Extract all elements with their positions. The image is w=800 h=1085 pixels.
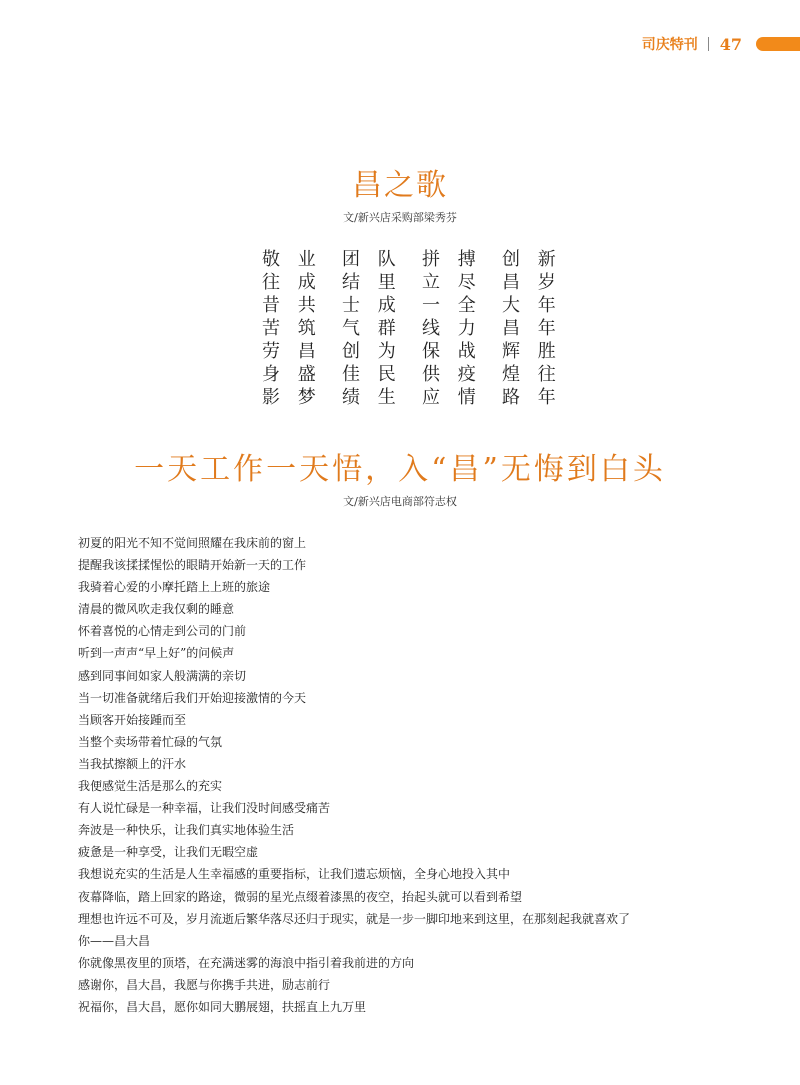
poem-cell: 创 新 bbox=[502, 248, 562, 270]
poem-cell: 佳 民 bbox=[342, 363, 402, 385]
article2-title: 一天工作一天悟，入“昌”无悔到白头 bbox=[134, 452, 666, 487]
poem-row bbox=[262, 338, 562, 361]
poem-cell: 士 成 bbox=[342, 294, 402, 316]
poem-cell: 应 情 bbox=[422, 386, 482, 408]
poem-cell: 绩 生 bbox=[342, 386, 402, 408]
poem-cell: 拼 搏 bbox=[422, 248, 482, 270]
body-line: 我想说充实的生活是人生幸福感的重要指标，让我们遗忘烦恼，全身心地投入其中 bbox=[78, 867, 511, 882]
section-title: 司庆特刊 bbox=[641, 37, 698, 53]
poem-cell: 供 疫 bbox=[422, 363, 482, 385]
body-line: 我骑着心爱的小摩托踏上上班的旅途 bbox=[78, 580, 271, 595]
poem-cell: 身 盛 bbox=[262, 363, 322, 385]
body-line: 夜幕降临，踏上回家的路途，微弱的星光点缀着漆黑的夜空，抬起头就可以看到希望 bbox=[78, 889, 523, 904]
poem-cell: 苦 筑 bbox=[262, 317, 322, 339]
poem-cell: 结 里 bbox=[342, 271, 402, 293]
poem-cell: 辉 胜 bbox=[502, 340, 562, 362]
poem-row bbox=[262, 315, 562, 338]
poem-cell: 昔 共 bbox=[262, 294, 322, 316]
article1-title: 昌之歌 bbox=[352, 168, 448, 203]
body-line: 当一切准备就绪后我们开始迎接激情的今天 bbox=[78, 690, 307, 705]
poem-cell: 昌 岁 bbox=[502, 271, 562, 293]
header-divider bbox=[708, 37, 709, 51]
body-line: 感到同事间如家人般满满的亲切 bbox=[78, 668, 247, 683]
poem-cell: 线 力 bbox=[422, 317, 482, 339]
poem-row bbox=[262, 361, 562, 384]
poem-cell: 影 梦 bbox=[262, 386, 322, 408]
body-line: 奔波是一种快乐，让我们真实地体验生活 bbox=[78, 823, 295, 838]
page-header bbox=[642, 32, 800, 56]
body-line: 当我拭擦额上的汗水 bbox=[78, 756, 187, 771]
body-line: 理想也许远不可及，岁月流逝后繁华落尽还归于现实，就是一步一脚印地来到这里，在那刻起我就喜欢了 bbox=[78, 911, 631, 926]
poem-row bbox=[262, 384, 562, 407]
poem-cell: 气 群 bbox=[342, 317, 402, 339]
poem-cell: 煌 往 bbox=[502, 363, 562, 385]
body-line: 祝福你，昌大昌，愿你如同大鹏展翅，扶摇直上九万里 bbox=[78, 999, 367, 1014]
page-tab-decoration bbox=[756, 37, 800, 51]
poem-cell: 保 战 bbox=[422, 340, 482, 362]
article1-byline: 文/新兴店采购部梁秀芬 bbox=[343, 211, 457, 224]
body-line: 清晨的微风吹走我仅剩的睡意 bbox=[78, 602, 235, 617]
poem-cell: 一 全 bbox=[422, 294, 482, 316]
poem-cell: 往 成 bbox=[262, 271, 322, 293]
body-line: 初夏的阳光不知不觉间照耀在我床前的窗上 bbox=[78, 536, 307, 550]
article2-body bbox=[78, 532, 738, 1018]
poem-cell: 敬 业 bbox=[262, 248, 322, 270]
body-line: 当顾客开始接踵而至 bbox=[78, 712, 187, 727]
poem-grid bbox=[262, 246, 562, 407]
body-line: 听到一声声“早上好”的问候声 bbox=[78, 646, 235, 661]
poem-cell: 立 尽 bbox=[422, 271, 482, 293]
body-line: 有人说忙碌是一种幸福，让我们没时间感受痛苦 bbox=[78, 801, 331, 816]
body-line: 怀着喜悦的心情走到公司的门前 bbox=[78, 624, 247, 639]
poem-cell: 路 年 bbox=[502, 386, 562, 408]
poem-cell: 创 为 bbox=[342, 340, 402, 362]
article2-byline: 文/新兴店电商部符志权 bbox=[343, 495, 457, 508]
body-line: 疲惫是一种享受，让我们无暇空虚 bbox=[78, 845, 259, 860]
body-line: 我便感觉生活是那么的充实 bbox=[78, 779, 223, 794]
poem-cell: 大 年 bbox=[502, 294, 562, 316]
poem-cell: 团 队 bbox=[342, 248, 402, 270]
poem-row bbox=[262, 246, 562, 269]
poem-row bbox=[262, 292, 562, 315]
page-number: 47 bbox=[719, 34, 742, 54]
body-line: 当整个卖场带着忙碌的气氛 bbox=[78, 734, 223, 749]
body-line: 感谢你，昌大昌，我愿与你携手共进，励志前行 bbox=[78, 977, 331, 992]
poem-row bbox=[262, 269, 562, 292]
poem-cell: 昌 年 bbox=[502, 317, 562, 339]
body-line: 提醒我该揉揉惺忪的眼睛开始新一天的工作 bbox=[78, 558, 307, 573]
poem-cell: 劳 昌 bbox=[262, 340, 322, 362]
body-line: 你——昌大昌 bbox=[78, 933, 151, 948]
body-line: 你就像黑夜里的顶塔，在充满迷雾的海浪中指引着我前进的方向 bbox=[78, 955, 415, 970]
